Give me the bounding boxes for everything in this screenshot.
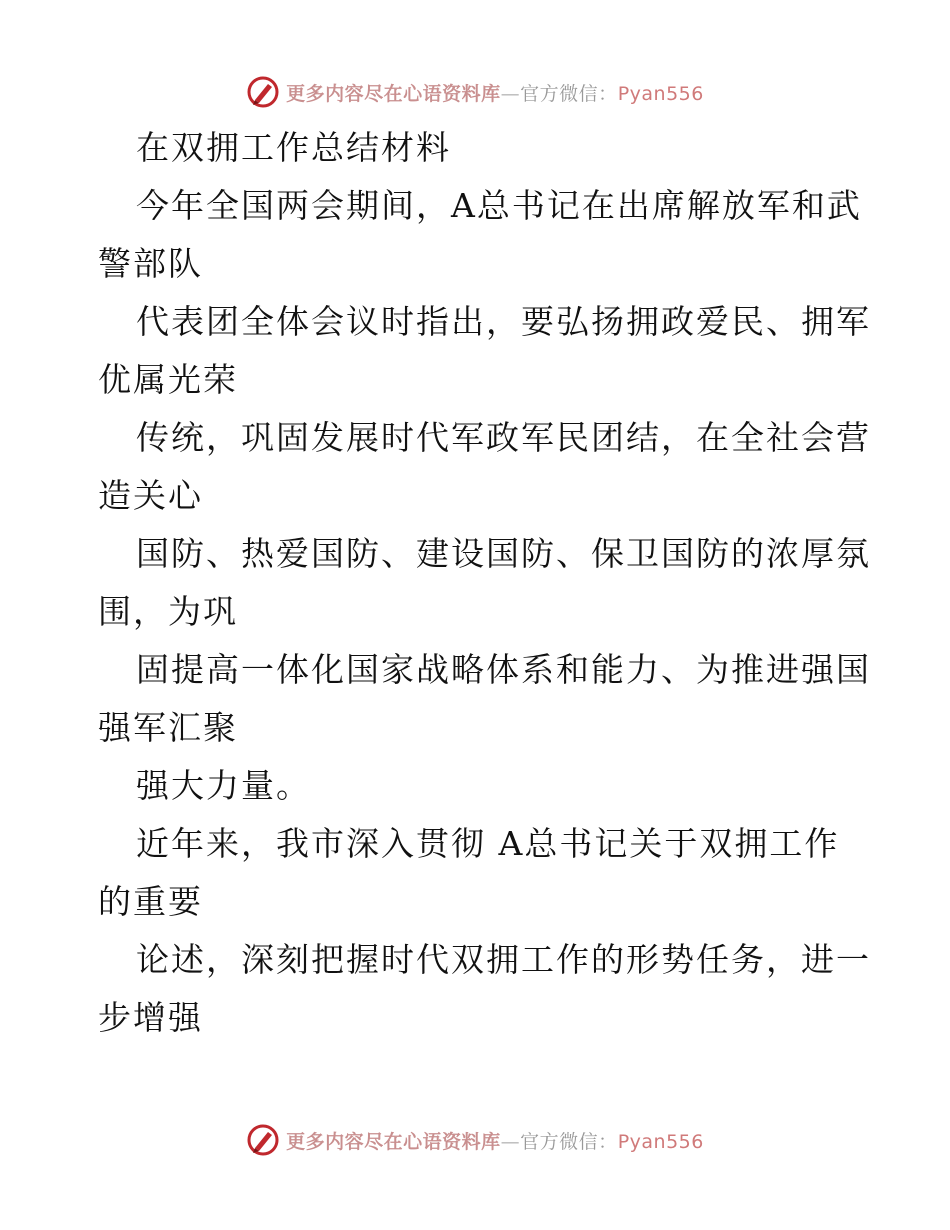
watermark-dash: —: [500, 82, 521, 105]
text-line: 固提高一体化国家战略体系和能力、为推进强国: [136, 650, 871, 689]
watermark-dash: —: [500, 1130, 521, 1153]
text-line: 造关心: [98, 476, 203, 515]
footer-watermark: [0, 1120, 950, 1160]
text-line: 强大力量。: [136, 766, 311, 805]
text-line: 警部队: [98, 244, 203, 283]
text-line: 今年全国两会期间，A总书记在出席解放军和武: [136, 186, 862, 225]
text-line: 传统，巩固发展时代军政军民团结，在全社会营: [136, 418, 871, 457]
watermark-official: 官方微信：: [520, 82, 618, 105]
watermark-id: Pyan556: [617, 1130, 704, 1153]
watermark-official: 官方微信：: [520, 1130, 618, 1153]
text-line: 步增强: [98, 998, 203, 1037]
watermark-library: 更多内容尽在心语资料库: [286, 82, 501, 105]
text-line: 近年来，我市深入贯彻 A总书记关于双拥工作: [136, 824, 840, 863]
watermark-id: Pyan556: [617, 82, 704, 105]
pen-logo-icon: [246, 1123, 280, 1157]
text-line: 国防、热爱国防、建设国防、保卫国防的浓厚氛: [136, 534, 871, 573]
document-title: 在双拥工作总结材料: [136, 128, 451, 167]
watermark-library: 更多内容尽在心语资料库: [286, 1130, 501, 1153]
text-line: 论述，深刻把握时代双拥工作的形势任务，进一: [136, 940, 871, 979]
text-line: 强军汇聚: [98, 708, 238, 747]
watermark-text: [286, 1127, 704, 1154]
text-line: 优属光荣: [98, 360, 238, 399]
text-line: 代表团全体会议时指出，要弘扬拥政爱民、拥军: [136, 302, 871, 341]
text-line: 的重要: [98, 882, 203, 921]
text-line: 围，为巩: [98, 592, 238, 631]
